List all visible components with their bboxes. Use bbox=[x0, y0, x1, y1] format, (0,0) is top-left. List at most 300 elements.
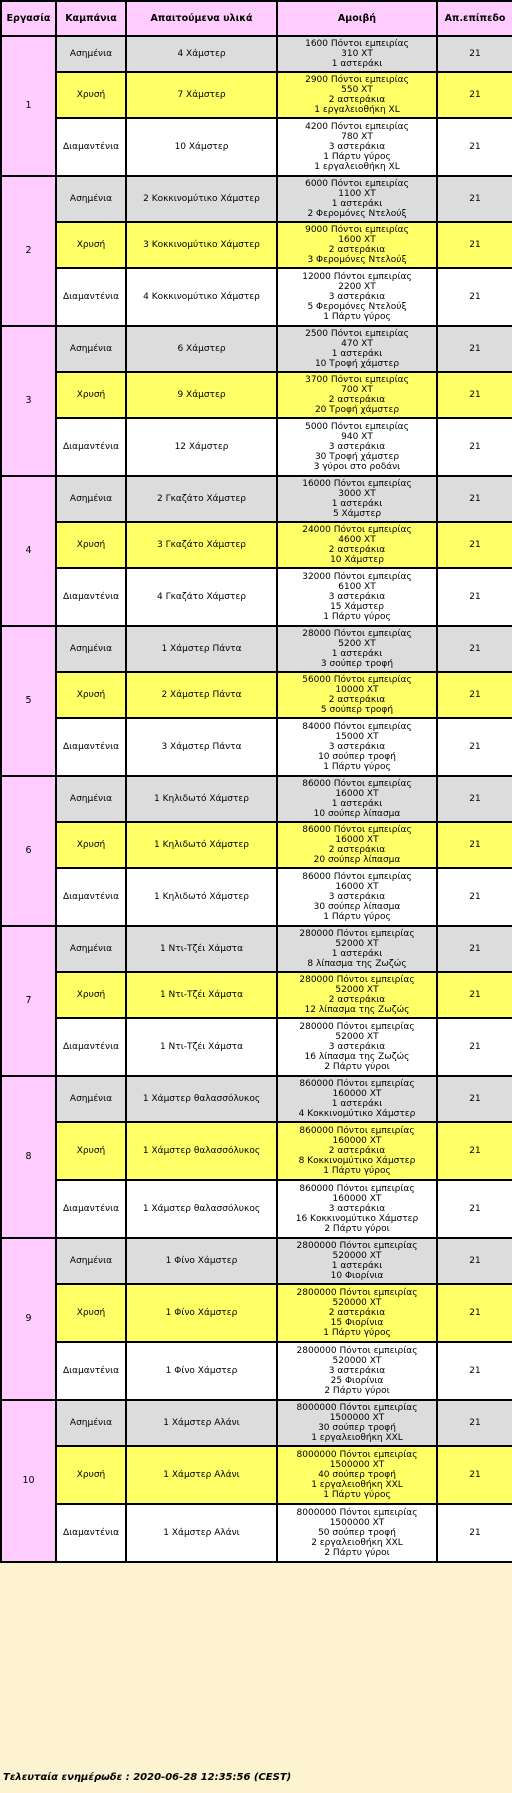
table-row bbox=[1, 522, 512, 568]
reward-line: 550 ΧΤ bbox=[341, 85, 373, 95]
reward-line: 16000 Πόντοι εμπειρίας bbox=[302, 479, 412, 489]
table-row bbox=[1, 626, 512, 672]
reward-line: 10 Φιορίνια bbox=[330, 1271, 384, 1281]
reward-line: 3 γύροι στο ροδάνι bbox=[313, 462, 401, 472]
reward-line: 3700 Πόντοι εμπειρίας bbox=[305, 375, 409, 385]
campaign-cell: Ασημένια bbox=[56, 1400, 126, 1446]
reward-line: 1 εργαλειοθήκη XXL bbox=[311, 1480, 403, 1490]
reward-line: 1 Πάρτυ γύρος bbox=[323, 1166, 391, 1176]
level-cell: 21 bbox=[437, 972, 512, 1018]
reward-line: 6000 Πόντοι εμπειρίας bbox=[305, 179, 409, 189]
campaign-cell: Χρυσή bbox=[56, 1446, 126, 1504]
table-row bbox=[1, 1122, 512, 1180]
reward-line: 860000 Πόντοι εμπειρίας bbox=[299, 1184, 415, 1194]
task-number: 2 bbox=[1, 176, 56, 326]
campaign-cell: Ασημένια bbox=[56, 36, 126, 72]
task-number: 9 bbox=[1, 1238, 56, 1400]
reward-line: 30 σούπερ λίπασμα bbox=[313, 902, 401, 912]
reward-cell bbox=[277, 222, 437, 268]
level-cell: 21 bbox=[437, 926, 512, 972]
materials-cell: 3 Γκαζάτο Χάμστερ bbox=[126, 522, 277, 568]
reward-line: 470 ΧΤ bbox=[341, 339, 373, 349]
reward-line: 2800000 Πόντοι εμπειρίας bbox=[296, 1241, 418, 1251]
table-row bbox=[1, 1504, 512, 1562]
reward-cell bbox=[277, 776, 437, 822]
level-cell: 21 bbox=[437, 1504, 512, 1562]
reward-line: 8 Κοκκινομύτικο Χάμστερ bbox=[298, 1156, 416, 1166]
reward-line: 30 σούπερ τροφή bbox=[318, 1423, 396, 1433]
campaign-cell: Διαμαντένια bbox=[56, 718, 126, 776]
header-campaign: Καμπάνια bbox=[56, 1, 126, 36]
table-row bbox=[1, 36, 512, 72]
reward-cell bbox=[277, 972, 437, 1018]
reward-line: 2 Πάρτυ γύροι bbox=[324, 1386, 390, 1396]
reward-line: 1500000 ΧΤ bbox=[329, 1413, 385, 1423]
reward-cell bbox=[277, 568, 437, 626]
table-row bbox=[1, 926, 512, 972]
materials-cell: 3 Κοκκινομύτικο Χάμστερ bbox=[126, 222, 277, 268]
reward-line: 3000 ΧΤ bbox=[338, 489, 376, 499]
reward-line: 16 Κοκκινομύτικο Χάμστερ bbox=[295, 1214, 419, 1224]
table-row bbox=[1, 1284, 512, 1342]
reward-cell bbox=[277, 176, 437, 222]
materials-cell: 4 Χάμστερ bbox=[126, 36, 277, 72]
reward-line: 5 Φερομόνες Ντελούξ bbox=[307, 302, 407, 312]
reward-line: 8 λίπασμα της Ζωζώς bbox=[307, 959, 407, 969]
level-cell: 21 bbox=[437, 522, 512, 568]
table-row bbox=[1, 1400, 512, 1446]
reward-line: 16000 ΧΤ bbox=[335, 882, 379, 892]
materials-cell: 1 Χάμστερ Αλάνι bbox=[126, 1400, 277, 1446]
materials-cell: 2 Χάμστερ Πάντα bbox=[126, 672, 277, 718]
reward-line: 2 Φερομόνες Ντελούξ bbox=[307, 209, 407, 219]
reward-line: 52000 ΧΤ bbox=[335, 1032, 379, 1042]
reward-line: 1 αστεράκι bbox=[331, 59, 383, 69]
reward-line: 12000 Πόντοι εμπειρίας bbox=[302, 272, 412, 282]
level-cell: 21 bbox=[437, 822, 512, 868]
reward-line: 3 αστεράκια bbox=[328, 742, 386, 752]
reward-line: 860000 Πόντοι εμπειρίας bbox=[299, 1126, 415, 1136]
task-number: 3 bbox=[1, 326, 56, 476]
reward-line: 1 αστεράκι bbox=[331, 1099, 383, 1109]
materials-cell: 1 Φίνο Χάμστερ bbox=[126, 1284, 277, 1342]
reward-cell bbox=[277, 1284, 437, 1342]
reward-line: 3 αστεράκια bbox=[328, 1042, 386, 1052]
campaign-cell: Χρυσή bbox=[56, 522, 126, 568]
reward-line: 2800000 Πόντοι εμπειρίας bbox=[296, 1288, 418, 1298]
reward-line: 1 εργαλειοθήκη XXL bbox=[311, 1433, 403, 1443]
reward-cell bbox=[277, 1018, 437, 1076]
reward-line: 3 αστεράκια bbox=[328, 1366, 386, 1376]
reward-line: 520000 ΧΤ bbox=[332, 1298, 382, 1308]
reward-line: 5 Χάμστερ bbox=[332, 509, 382, 519]
reward-line: 10 Τροφή χάμστερ bbox=[314, 359, 400, 369]
header-task: Εργασία bbox=[1, 1, 56, 36]
reward-line: 1 Πάρτυ γύρος bbox=[323, 1328, 391, 1338]
table-row bbox=[1, 326, 512, 372]
reward-line: 160000 ΧΤ bbox=[332, 1194, 382, 1204]
reward-line: 2 αστεράκια bbox=[328, 995, 386, 1005]
reward-cell bbox=[277, 1400, 437, 1446]
materials-cell: 1 Κηλιδωτό Χάμστερ bbox=[126, 776, 277, 822]
level-cell: 21 bbox=[437, 1076, 512, 1122]
materials-cell: 7 Χάμστερ bbox=[126, 72, 277, 118]
reward-line: 780 ΧΤ bbox=[341, 132, 373, 142]
task-number: 10 bbox=[1, 1400, 56, 1562]
task-number: 1 bbox=[1, 36, 56, 176]
reward-cell bbox=[277, 822, 437, 868]
materials-cell: 1 Κηλιδωτό Χάμστερ bbox=[126, 822, 277, 868]
table-row bbox=[1, 822, 512, 868]
reward-line: 86000 Πόντοι εμπειρίας bbox=[302, 779, 412, 789]
table-row bbox=[1, 1180, 512, 1238]
campaign-cell: Ασημένια bbox=[56, 1238, 126, 1284]
reward-line: 3 αστεράκια bbox=[328, 592, 386, 602]
reward-line: 860000 Πόντοι εμπειρίας bbox=[299, 1079, 415, 1089]
reward-cell bbox=[277, 868, 437, 926]
reward-line: 1600 Πόντοι εμπειρίας bbox=[305, 39, 409, 49]
header-row bbox=[1, 1, 512, 36]
reward-line: 2 αστεράκια bbox=[328, 695, 386, 705]
reward-line: 2 Πάρτυ γύροι bbox=[324, 1062, 390, 1072]
task-number: 7 bbox=[1, 926, 56, 1076]
reward-line: 2 αστεράκια bbox=[328, 1146, 386, 1156]
table-row bbox=[1, 476, 512, 522]
reward-line: 1500000 ΧΤ bbox=[329, 1518, 385, 1528]
level-cell: 21 bbox=[437, 672, 512, 718]
table-row bbox=[1, 418, 512, 476]
reward-line: 50 σούπερ τροφή bbox=[318, 1528, 396, 1538]
level-cell: 21 bbox=[437, 476, 512, 522]
reward-line: 10 Χάμστερ bbox=[330, 555, 384, 565]
reward-line: 520000 ΧΤ bbox=[332, 1251, 382, 1261]
header-materials: Απαιτούμενα υλικά bbox=[126, 1, 277, 36]
reward-line: 30 Τροφή χάμστερ bbox=[314, 452, 400, 462]
materials-cell: 1 Χάμστερ θαλασσόλυκος bbox=[126, 1122, 277, 1180]
level-cell: 21 bbox=[437, 626, 512, 672]
level-cell: 21 bbox=[437, 1446, 512, 1504]
reward-cell bbox=[277, 718, 437, 776]
reward-cell bbox=[277, 268, 437, 326]
campaign-cell: Διαμαντένια bbox=[56, 1342, 126, 1400]
materials-cell: 1 Χάμστερ Αλάνι bbox=[126, 1504, 277, 1562]
reward-line: 8000000 Πόντοι εμπειρίας bbox=[296, 1403, 418, 1413]
level-cell: 21 bbox=[437, 1018, 512, 1076]
table-row bbox=[1, 222, 512, 268]
reward-cell bbox=[277, 418, 437, 476]
level-cell: 21 bbox=[437, 72, 512, 118]
task-number: 6 bbox=[1, 776, 56, 926]
reward-line: 10000 ΧΤ bbox=[335, 685, 379, 695]
campaign-cell: Χρυσή bbox=[56, 1284, 126, 1342]
campaign-cell: Χρυσή bbox=[56, 72, 126, 118]
campaign-cell: Χρυσή bbox=[56, 972, 126, 1018]
level-cell: 21 bbox=[437, 326, 512, 372]
campaign-cell: Χρυσή bbox=[56, 372, 126, 418]
reward-line: 160000 ΧΤ bbox=[332, 1136, 382, 1146]
reward-line: 3 Φερομόνες Ντελούξ bbox=[307, 255, 407, 265]
level-cell: 21 bbox=[437, 36, 512, 72]
reward-cell bbox=[277, 1238, 437, 1284]
reward-line: 2200 ΧΤ bbox=[338, 282, 376, 292]
campaign-cell: Διαμαντένια bbox=[56, 418, 126, 476]
level-cell: 21 bbox=[437, 268, 512, 326]
materials-cell: 9 Χάμστερ bbox=[126, 372, 277, 418]
table-row bbox=[1, 868, 512, 926]
reward-line: 1 εργαλειοθήκη XL bbox=[314, 105, 400, 115]
reward-line: 1 εργαλειοθήκη XL bbox=[314, 162, 400, 172]
reward-cell bbox=[277, 926, 437, 972]
reward-line: 1 αστεράκι bbox=[331, 649, 383, 659]
reward-line: 1 αστεράκι bbox=[331, 949, 383, 959]
level-cell: 21 bbox=[437, 176, 512, 222]
reward-line: 2 αστεράκια bbox=[328, 545, 386, 555]
level-cell: 21 bbox=[437, 1180, 512, 1238]
reward-line: 15 Φιορίνια bbox=[330, 1318, 384, 1328]
reward-line: 25 Φιορίνια bbox=[330, 1376, 384, 1386]
campaign-cell: Ασημένια bbox=[56, 326, 126, 372]
table-body bbox=[1, 36, 512, 1562]
level-cell: 21 bbox=[437, 1122, 512, 1180]
reward-line: 10 σούπερ λίπασμα bbox=[313, 809, 401, 819]
reward-line: 2 αστεράκια bbox=[328, 1308, 386, 1318]
table-row bbox=[1, 1342, 512, 1400]
reward-line: 9000 Πόντοι εμπειρίας bbox=[305, 225, 409, 235]
campaign-cell: Χρυσή bbox=[56, 222, 126, 268]
materials-cell: 1 Κηλιδωτό Χάμστερ bbox=[126, 868, 277, 926]
level-cell: 21 bbox=[437, 1284, 512, 1342]
reward-cell bbox=[277, 672, 437, 718]
campaign-cell: Χρυσή bbox=[56, 822, 126, 868]
level-cell: 21 bbox=[437, 418, 512, 476]
campaign-cell: Διαμαντένια bbox=[56, 568, 126, 626]
reward-line: 84000 Πόντοι εμπειρίας bbox=[302, 722, 412, 732]
materials-cell: 1 Φίνο Χάμστερ bbox=[126, 1342, 277, 1400]
materials-cell: 4 Κοκκινομύτικο Χάμστερ bbox=[126, 268, 277, 326]
reward-line: 160000 ΧΤ bbox=[332, 1089, 382, 1099]
campaign-cell: Διαμαντένια bbox=[56, 1018, 126, 1076]
campaign-cell: Ασημένια bbox=[56, 1076, 126, 1122]
level-cell: 21 bbox=[437, 1342, 512, 1400]
table-row bbox=[1, 1076, 512, 1122]
materials-cell: 1 Ντι-Τζέι Χάμστα bbox=[126, 926, 277, 972]
level-cell: 21 bbox=[437, 776, 512, 822]
campaign-cell: Χρυσή bbox=[56, 672, 126, 718]
reward-line: 5200 ΧΤ bbox=[338, 639, 376, 649]
materials-cell: 2 Κοκκινομύτικο Χάμστερ bbox=[126, 176, 277, 222]
level-cell: 21 bbox=[437, 118, 512, 176]
reward-line: 5000 Πόντοι εμπειρίας bbox=[305, 422, 409, 432]
reward-cell bbox=[277, 522, 437, 568]
campaign-cell: Χρυσή bbox=[56, 1122, 126, 1180]
last-updated-text: Τελευταία ενημέρωδε : 2020-06-28 12:35:56 (CEST) bbox=[3, 1772, 292, 1783]
reward-line: 86000 Πόντοι εμπειρίας bbox=[302, 872, 412, 882]
reward-line: 24000 Πόντοι εμπειρίας bbox=[302, 525, 412, 535]
reward-line: 280000 Πόντοι εμπειρίας bbox=[299, 975, 415, 985]
reward-line: 4600 ΧΤ bbox=[338, 535, 376, 545]
reward-cell bbox=[277, 326, 437, 372]
campaign-cell: Ασημένια bbox=[56, 176, 126, 222]
table-row bbox=[1, 72, 512, 118]
table-row bbox=[1, 972, 512, 1018]
campaign-cell: Ασημένια bbox=[56, 626, 126, 672]
reward-cell bbox=[277, 1076, 437, 1122]
reward-line: 1 αστεράκι bbox=[331, 1261, 383, 1271]
reward-line: 3 σούπερ τροφή bbox=[320, 659, 394, 669]
reward-line: 520000 ΧΤ bbox=[332, 1356, 382, 1366]
reward-line: 15 Χάμστερ bbox=[330, 602, 384, 612]
reward-line: 1 αστεράκι bbox=[331, 799, 383, 809]
reward-line: 940 ΧΤ bbox=[341, 432, 373, 442]
reward-line: 20 σούπερ λίπασμα bbox=[313, 855, 401, 865]
reward-line: 1 αστεράκι bbox=[331, 499, 383, 509]
task-number: 5 bbox=[1, 626, 56, 776]
level-cell: 21 bbox=[437, 372, 512, 418]
table-row bbox=[1, 372, 512, 418]
materials-cell: 1 Χάμστερ θαλασσόλυκος bbox=[126, 1076, 277, 1122]
reward-line: 1 Πάρτυ γύρος bbox=[323, 152, 391, 162]
campaign-cell: Διαμαντένια bbox=[56, 118, 126, 176]
materials-cell: 1 Ντι-Τζέι Χάμστα bbox=[126, 1018, 277, 1076]
level-cell: 21 bbox=[437, 568, 512, 626]
reward-line: 2 Πάρτυ γύροι bbox=[324, 1548, 390, 1558]
reward-line: 2 αστεράκια bbox=[328, 95, 386, 105]
reward-line: 8000000 Πόντοι εμπειρίας bbox=[296, 1508, 418, 1518]
reward-cell bbox=[277, 72, 437, 118]
header-reward: Αμοιβή bbox=[277, 1, 437, 36]
table-row bbox=[1, 776, 512, 822]
level-cell: 21 bbox=[437, 718, 512, 776]
table-row bbox=[1, 672, 512, 718]
reward-line: 1600 ΧΤ bbox=[338, 235, 376, 245]
reward-line: 2 αστεράκια bbox=[328, 395, 386, 405]
campaign-cell: Ασημένια bbox=[56, 776, 126, 822]
reward-line: 3 αστεράκια bbox=[328, 892, 386, 902]
reward-line: 3 αστεράκια bbox=[328, 442, 386, 452]
reward-line: 3 αστεράκια bbox=[328, 292, 386, 302]
table-row bbox=[1, 1446, 512, 1504]
materials-cell: 2 Γκαζάτο Χάμστερ bbox=[126, 476, 277, 522]
campaign-cell: Διαμαντένια bbox=[56, 268, 126, 326]
reward-cell bbox=[277, 1122, 437, 1180]
materials-cell: 6 Χάμστερ bbox=[126, 326, 277, 372]
reward-line: 2800000 Πόντοι εμπειρίας bbox=[296, 1346, 418, 1356]
reward-cell bbox=[277, 1342, 437, 1400]
reward-cell bbox=[277, 118, 437, 176]
materials-cell: 1 Φίνο Χάμστερ bbox=[126, 1238, 277, 1284]
reward-line: 5 σούπερ τροφή bbox=[320, 705, 394, 715]
reward-line: 700 ΧΤ bbox=[341, 385, 373, 395]
campaign-cell: Ασημένια bbox=[56, 476, 126, 522]
reward-line: 52000 ΧΤ bbox=[335, 985, 379, 995]
table-row bbox=[1, 1018, 512, 1076]
reward-line: 2 εργαλειοθήκη XXL bbox=[311, 1538, 403, 1548]
reward-line: 2 Πάρτυ γύροι bbox=[324, 1224, 390, 1234]
reward-line: 12 λίπασμα της Ζωζώς bbox=[304, 1005, 410, 1015]
reward-line: 2500 Πόντοι εμπειρίας bbox=[305, 329, 409, 339]
level-cell: 21 bbox=[437, 1238, 512, 1284]
level-cell: 21 bbox=[437, 222, 512, 268]
reward-line: 310 ΧΤ bbox=[341, 49, 373, 59]
table-row bbox=[1, 268, 512, 326]
table-row bbox=[1, 568, 512, 626]
reward-cell bbox=[277, 1180, 437, 1238]
reward-line: 1 Πάρτυ γύρος bbox=[323, 612, 391, 622]
reward-line: 1 αστεράκι bbox=[331, 349, 383, 359]
reward-line: 40 σούπερ τροφή bbox=[318, 1470, 396, 1480]
reward-line: 28000 Πόντοι εμπειρίας bbox=[302, 629, 412, 639]
reward-line: 1 αστεράκι bbox=[331, 199, 383, 209]
reward-cell bbox=[277, 36, 437, 72]
level-cell: 21 bbox=[437, 868, 512, 926]
reward-line: 1 Πάρτυ γύρος bbox=[323, 912, 391, 922]
materials-cell: 3 Χάμστερ Πάντα bbox=[126, 718, 277, 776]
reward-line: 16 λίπασμα της Ζωζώς bbox=[304, 1052, 410, 1062]
reward-line: 20 Τροφή χάμστερ bbox=[314, 405, 400, 415]
reward-line: 2 αστεράκια bbox=[328, 845, 386, 855]
table-row bbox=[1, 118, 512, 176]
reward-line: 4 Κοκκινομύτικο Χάμστερ bbox=[298, 1109, 416, 1119]
task-number: 4 bbox=[1, 476, 56, 626]
reward-line: 52000 ΧΤ bbox=[335, 939, 379, 949]
table-row bbox=[1, 1238, 512, 1284]
table-row bbox=[1, 718, 512, 776]
reward-line: 1 Πάρτυ γύρος bbox=[323, 1490, 391, 1500]
reward-cell bbox=[277, 1446, 437, 1504]
materials-cell: 10 Χάμστερ bbox=[126, 118, 277, 176]
task-number: 8 bbox=[1, 1076, 56, 1238]
table-row bbox=[1, 176, 512, 222]
reward-line: 4200 Πόντοι εμπειρίας bbox=[305, 122, 409, 132]
materials-cell: 4 Γκαζάτο Χάμστερ bbox=[126, 568, 277, 626]
reward-line: 1100 ΧΤ bbox=[338, 189, 376, 199]
reward-line: 3 αστεράκια bbox=[328, 142, 386, 152]
campaign-cell: Ασημένια bbox=[56, 926, 126, 972]
campaign-cell: Διαμαντένια bbox=[56, 1504, 126, 1562]
reward-cell bbox=[277, 372, 437, 418]
reward-line: 16000 ΧΤ bbox=[335, 835, 379, 845]
reward-line: 56000 Πόντοι εμπειρίας bbox=[302, 675, 412, 685]
reward-line: 16000 ΧΤ bbox=[335, 789, 379, 799]
reward-line: 6100 ΧΤ bbox=[338, 582, 376, 592]
reward-line: 280000 Πόντοι εμπειρίας bbox=[299, 929, 415, 939]
campaign-cell: Διαμαντένια bbox=[56, 868, 126, 926]
header-level: Απ.επίπεδο bbox=[437, 1, 512, 36]
reward-line: 1500000 ΧΤ bbox=[329, 1460, 385, 1470]
materials-cell: 12 Χάμστερ bbox=[126, 418, 277, 476]
materials-cell: 1 Ντι-Τζέι Χάμστα bbox=[126, 972, 277, 1018]
reward-line: 280000 Πόντοι εμπειρίας bbox=[299, 1022, 415, 1032]
materials-cell: 1 Χάμστερ Πάντα bbox=[126, 626, 277, 672]
reward-line: 2900 Πόντοι εμπειρίας bbox=[305, 75, 409, 85]
reward-line: 3 αστεράκια bbox=[328, 1204, 386, 1214]
reward-cell bbox=[277, 1504, 437, 1562]
reward-line: 1 Πάρτυ γύρος bbox=[323, 312, 391, 322]
reward-line: 32000 Πόντοι εμπειρίας bbox=[302, 572, 412, 582]
reward-line: 2 αστεράκια bbox=[328, 245, 386, 255]
materials-cell: 1 Χάμστερ θαλασσόλυκος bbox=[126, 1180, 277, 1238]
materials-cell: 1 Χάμστερ Αλάνι bbox=[126, 1446, 277, 1504]
reward-line: 8000000 Πόντοι εμπειρίας bbox=[296, 1450, 418, 1460]
reward-cell bbox=[277, 476, 437, 522]
reward-line: 15000 ΧΤ bbox=[335, 732, 379, 742]
reward-line: 10 σούπερ τροφή bbox=[318, 752, 396, 762]
reward-line: 1 Πάρτυ γύρος bbox=[323, 762, 391, 772]
level-cell: 21 bbox=[437, 1400, 512, 1446]
campaign-cell: Διαμαντένια bbox=[56, 1180, 126, 1238]
reward-cell bbox=[277, 626, 437, 672]
reward-line: 86000 Πόντοι εμπειρίας bbox=[302, 825, 412, 835]
